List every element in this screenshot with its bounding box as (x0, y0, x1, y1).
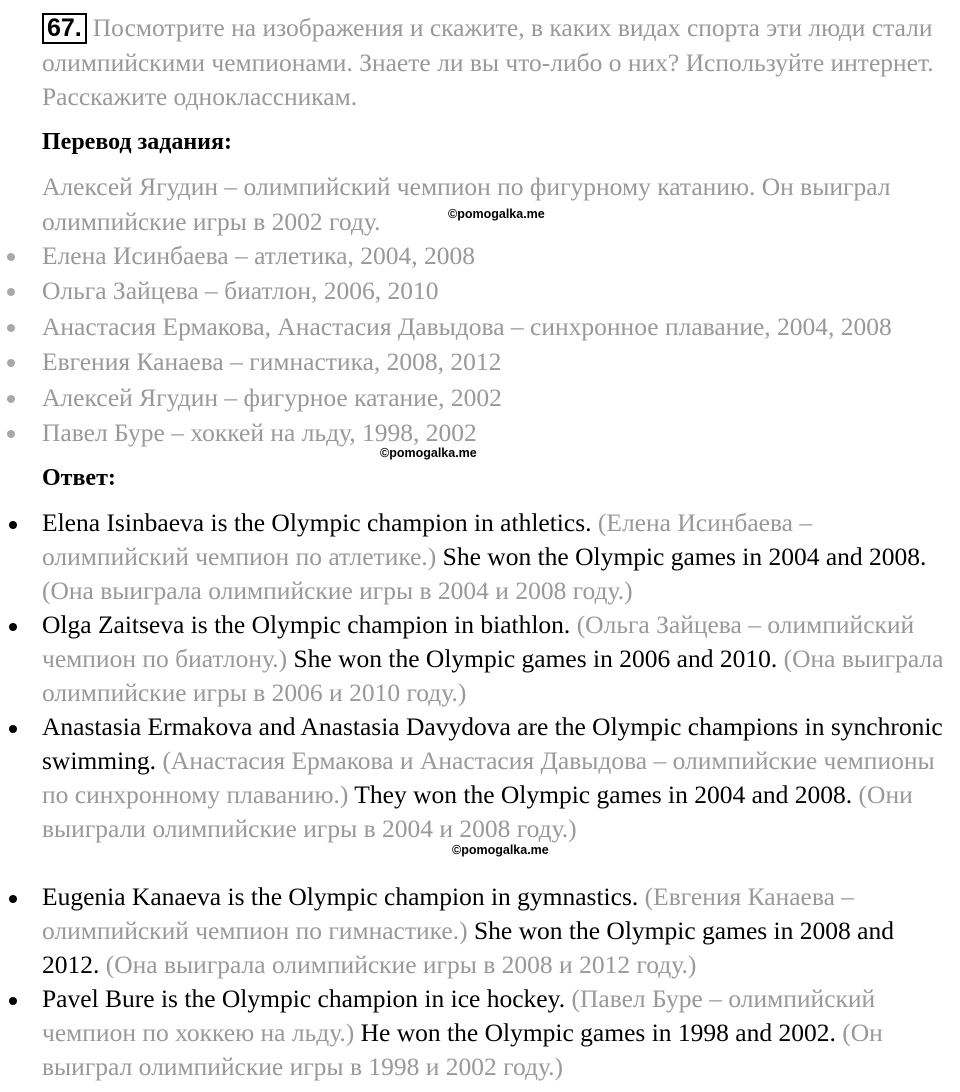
watermark: ©pomogalka.me (448, 207, 545, 221)
bullet-icon (7, 324, 15, 332)
list-item: Анастасия Ермакова, Анастасия Давыдова – синхронное плавание, 2004, 2008 (0, 309, 950, 344)
task-statement (42, 11, 950, 115)
answer-list (0, 506, 950, 1084)
bullet-icon (9, 521, 17, 529)
list-item: Елена Исинбаева – атлетика, 2004, 2008 (0, 238, 950, 273)
bullet-icon (7, 430, 15, 438)
answer-item: Pavel Bure is the Olympic champion in ice hockey. (Павел Буре – олимпийский чемпион по хоккею на льду.) He won the Olympic games in 1998 and 2002. (Он выиграл олимпийские игры в 1998 и 2002 году.) (0, 982, 950, 1084)
bullet-icon (7, 395, 15, 403)
bullet-icon (7, 288, 15, 296)
bullet-icon (7, 253, 15, 261)
watermark: ©pomogalka.me (380, 446, 477, 460)
watermark: ©pomogalka.me (452, 843, 549, 857)
answer-item: Anastasia Ermakova and Anastasia Davydova are the Olympic champions in synchronic swimming. (Анастасия Ермакова и Анастасия Давыдова – олимпийские чемпионы по синхронному плаванию.) They won the Olympic games in 2004 and 2008. (Они выиграли олимпийские игры в 2004 и 2008 году.) (0, 710, 950, 880)
bullet-icon (9, 997, 17, 1005)
task-text: Посмотрите на изображения и скажите, в каких видах спорта эти люди стали олимпийскими чемпионами. Знаете ли вы что-либо о них? Используйте интернет. Расскажите одноклассникам. (42, 13, 934, 111)
translation-list (0, 238, 950, 450)
bullet-icon (9, 623, 17, 631)
answer-item: Elena Isinbaeva is the Olympic champion in athletics. (Елена Исинбаева – олимпийский чемпион по атлетике.) She won the Olympic games in 2004 and 2008. (Она выиграла олимпийские игры в 2004 и 2008 году.) (0, 506, 950, 608)
list-item: Евгения Канаева – гимнастика, 2008, 2012 (0, 344, 950, 379)
list-item: Алексей Ягудин – фигурное катание, 2002 (0, 380, 950, 415)
answer-item: Eugenia Kanaeva is the Olympic champion in gymnastics. (Евгения Канаева – олимпийский чемпион по гимнастике.) She won the Olympic games in 2008 and 2012. (Она выиграла олимпийские игры в 2008 и 2012 году.) (0, 880, 950, 982)
bullet-icon (9, 725, 17, 733)
answer-item: Olga Zaitseva is the Olympic champion in biathlon. (Ольга Зайцева – олимпийский чемпион по биатлону.) She won the Olympic games in 2006 and 2010. (Она выиграла олимпийские игры в 2006 и 2010 году.) (0, 608, 950, 710)
exercise-number: 67. (42, 13, 87, 44)
bullet-icon (7, 359, 15, 367)
translation-heading: Перевод задания: (42, 129, 232, 155)
list-item: Ольга Зайцева – биатлон, 2006, 2010 (0, 273, 950, 308)
answer-heading: Ответ: (42, 465, 116, 491)
list-item: Павел Буре – хоккей на льду, 1998, 2002 (0, 415, 950, 450)
bullet-icon (9, 895, 17, 903)
translation-intro: Алексей Ягудин – олимпийский чемпион по фигурному катанию. Он выиграл олимпийские игры в 2002 году. (42, 172, 891, 236)
